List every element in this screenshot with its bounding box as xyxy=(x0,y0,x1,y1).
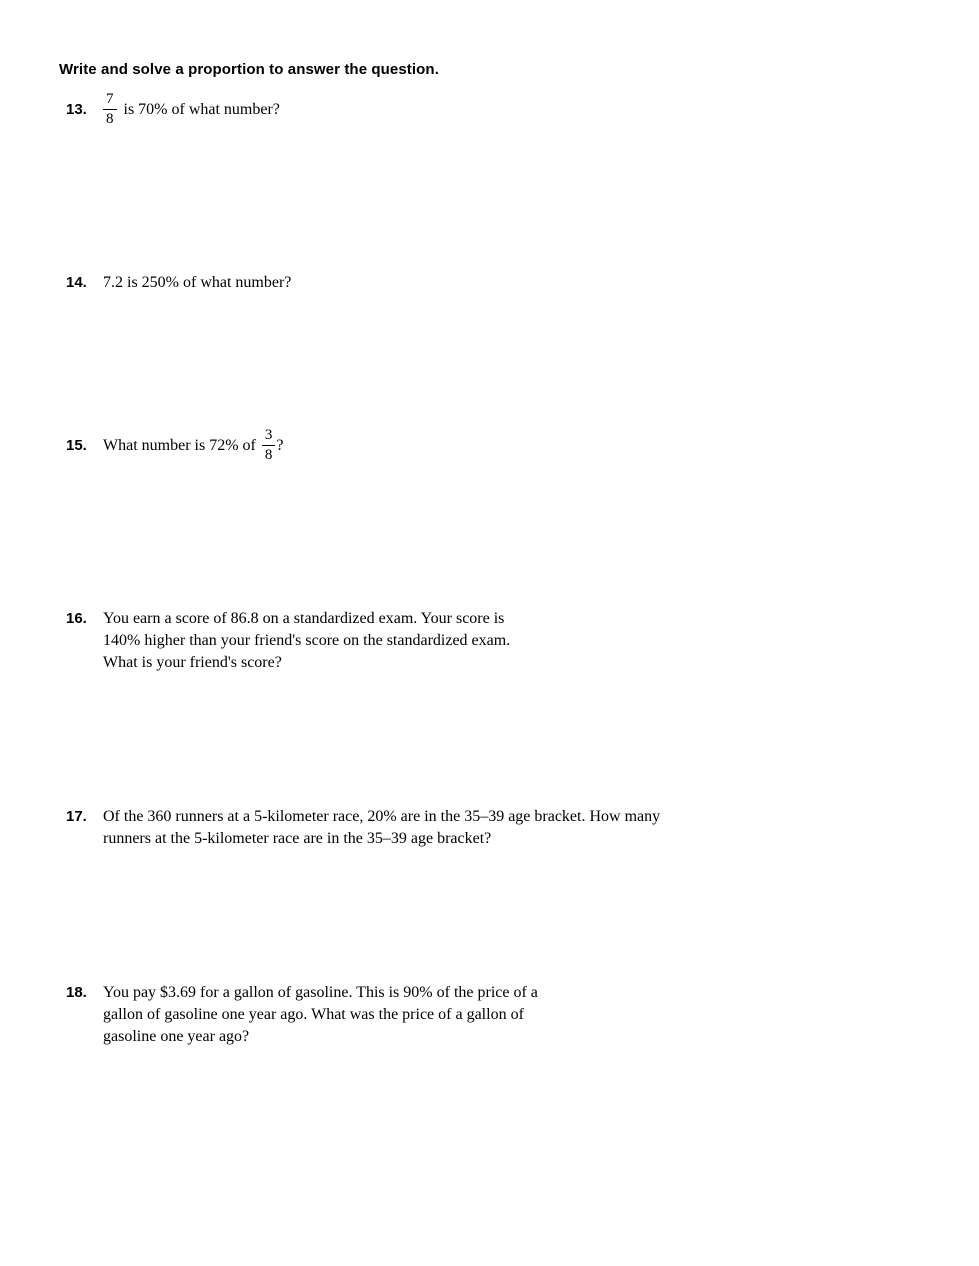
problem-text-line: Of the 360 runners at a 5-kilometer race, 20% are in the 35–39 age bracket. How many xyxy=(103,808,661,825)
problem-text-line: 140% higher than your friend's score on the standardized exam. xyxy=(103,632,511,649)
problem-text xyxy=(103,608,510,674)
problem-text-line: gasoline one year ago? xyxy=(103,1028,250,1045)
problem-question-after: ? xyxy=(276,436,284,454)
problem-text xyxy=(103,982,538,1048)
problem-item-14 xyxy=(66,272,291,294)
fraction-numerator: 3 xyxy=(264,427,273,443)
problem-number: 16. xyxy=(66,610,87,627)
problem-item-16 xyxy=(66,608,510,674)
problem-item-18 xyxy=(66,982,538,1048)
fraction xyxy=(103,90,117,129)
problem-item-13 xyxy=(66,90,280,129)
fraction-denominator: 8 xyxy=(103,109,117,129)
fraction-numerator: 7 xyxy=(106,91,114,107)
problem-number: 18. xyxy=(66,984,87,1001)
problem-number: 14. xyxy=(66,274,87,291)
problem-question: is 70% of what number? xyxy=(123,100,280,118)
problem-text-line: What is your friend's score? xyxy=(103,654,282,671)
problem-text-line: runners at the 5-kilometer race are in the 35–39 age bracket? xyxy=(103,830,492,847)
problem-item-15 xyxy=(66,426,283,465)
problem-text-line: gallon of gasoline one year ago. What was the price of a gallon of xyxy=(103,1006,524,1023)
problem-question: 7.2 is 250% of what number? xyxy=(103,274,292,291)
problem-text-line: You pay $3.69 for a gallon of gasoline. This is 90% of the price of a xyxy=(103,984,538,1001)
problem-number: 13. xyxy=(66,100,87,118)
problem-item-17 xyxy=(66,806,660,850)
problem-number: 15. xyxy=(66,436,87,454)
worksheet-heading: Write and solve a proportion to answer the question. xyxy=(59,61,439,78)
problem-text xyxy=(103,90,280,129)
problem-question-before: What number is 72% of xyxy=(103,436,256,454)
problem-text xyxy=(103,426,283,465)
problem-text-line: You earn a score of 86.8 on a standardized exam. Your score is xyxy=(103,610,505,627)
fraction xyxy=(262,426,276,465)
fraction-denominator: 8 xyxy=(262,445,276,465)
problem-number: 17. xyxy=(66,808,87,825)
problem-text xyxy=(103,806,660,850)
